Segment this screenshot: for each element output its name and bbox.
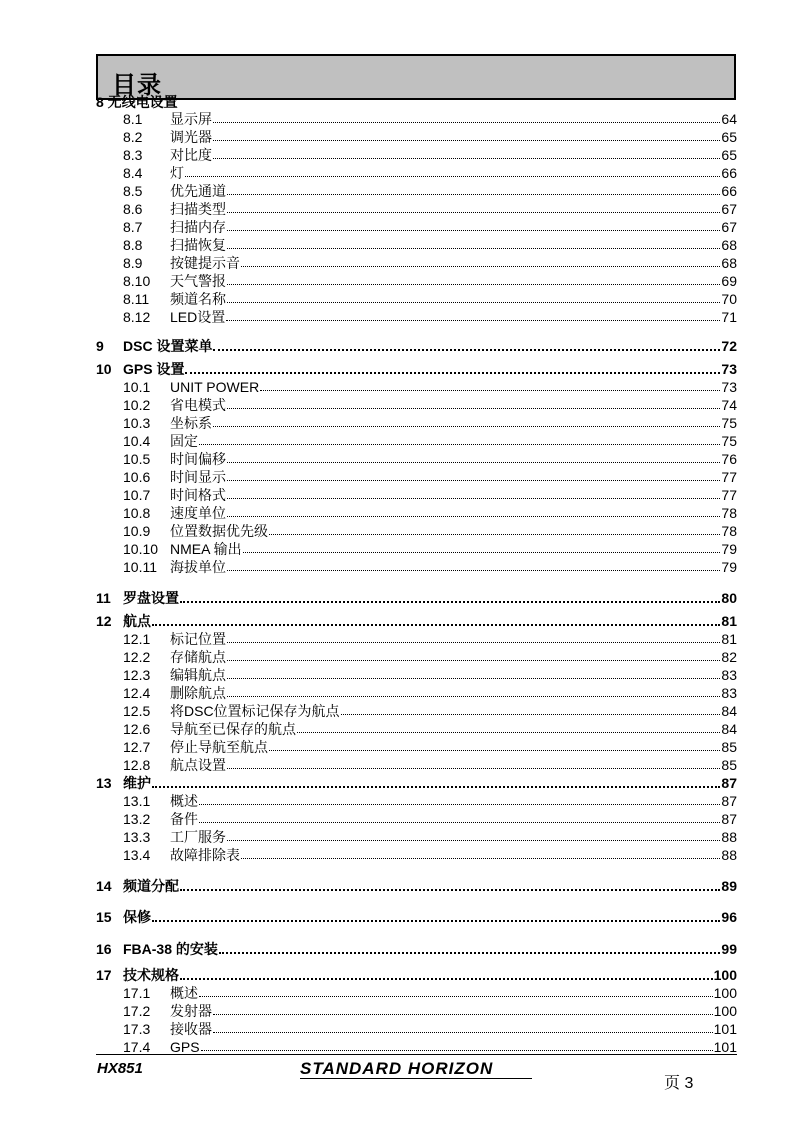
toc-leader-dots — [227, 450, 720, 463]
toc-title: UNIT POWER — [170, 379, 260, 395]
toc-page-number: 78 — [721, 523, 737, 539]
toc-number: 13.2 — [123, 811, 151, 827]
toc-leader-dots — [227, 630, 720, 643]
toc-chapter-row[interactable] — [96, 612, 737, 630]
toc-number: 12 — [96, 613, 112, 629]
toc-title: 标记位置 — [170, 631, 226, 647]
toc-leader-dots — [227, 684, 720, 697]
toc-section-row[interactable] — [96, 308, 737, 326]
toc-leader-dots — [227, 290, 720, 303]
toc-leader-dots — [227, 218, 720, 231]
toc-page-number: 96 — [721, 909, 737, 925]
toc-page-number: 77 — [721, 469, 737, 485]
toc-title: 编辑航点 — [170, 667, 226, 683]
toc-section-row[interactable] — [96, 738, 737, 756]
toc-page-number: 100 — [713, 985, 737, 1001]
toc-number: 12.5 — [123, 703, 151, 719]
toc-leader-dots — [227, 200, 720, 213]
toc-title: 停止导航至航点 — [170, 739, 268, 755]
toc-number: 11 — [96, 590, 111, 606]
toc-page-number: 81 — [721, 631, 737, 647]
toc-title: FBA-38 的安装 — [123, 941, 218, 957]
toc-number: 12.2 — [123, 649, 151, 665]
toc-page-number: 88 — [721, 829, 737, 845]
toc-page-number: 70 — [721, 291, 737, 307]
toc-number: 10.10 — [123, 541, 159, 557]
toc-leader-dots — [241, 254, 720, 267]
toc-number: 8.6 — [123, 201, 143, 217]
toc-title: 概述 — [170, 985, 198, 1001]
toc-number: 8.4 — [123, 165, 143, 181]
toc-title: 坐标系 — [170, 415, 212, 431]
toc-section-row[interactable] — [96, 414, 737, 432]
toc-page-number: 66 — [721, 165, 737, 181]
toc-page-number: 67 — [721, 201, 737, 217]
toc-leader-dots — [227, 182, 720, 195]
toc-section-row[interactable] — [96, 468, 737, 486]
toc-section-row[interactable] — [96, 684, 737, 702]
section-header — [96, 54, 736, 100]
toc-page-number: 85 — [721, 739, 737, 755]
clipped-heading-text: 8 无线电设置 — [96, 94, 178, 110]
toc-number: 17.3 — [123, 1021, 151, 1037]
toc-title: GPS — [170, 1039, 200, 1055]
toc-number: 14 — [96, 878, 112, 894]
toc-section-row[interactable] — [96, 146, 737, 164]
toc-page-number: 65 — [721, 147, 737, 163]
toc-title: 故障排除表 — [170, 847, 240, 863]
toc-page-number: 79 — [721, 559, 737, 575]
toc-section-row[interactable] — [96, 522, 737, 540]
toc-leader-dots — [213, 128, 720, 141]
toc-title: 固定 — [170, 433, 198, 449]
toc-page-number: 65 — [721, 129, 737, 145]
toc-leader-dots — [199, 792, 720, 805]
toc-section-row[interactable] — [96, 378, 737, 396]
toc-leader-dots — [241, 846, 720, 859]
toc-chapter-row[interactable] — [96, 589, 737, 607]
toc-section-row[interactable] — [96, 396, 737, 414]
toc-section-row[interactable] — [96, 432, 737, 450]
toc-page-number: 83 — [721, 685, 737, 701]
toc-section-row[interactable] — [96, 558, 737, 576]
toc-leader-dots — [213, 1020, 713, 1033]
toc-section-row[interactable] — [96, 792, 737, 810]
toc-page-number: 87 — [721, 811, 737, 827]
page-title: 目录 — [112, 71, 162, 99]
toc-leader-dots — [180, 877, 720, 891]
toc-leader-dots — [199, 432, 720, 445]
toc-section-row[interactable] — [96, 218, 737, 236]
toc-section-row[interactable] — [96, 164, 737, 182]
toc-page-number: 68 — [721, 255, 737, 271]
toc-number: 8.3 — [123, 147, 143, 163]
toc-section-row[interactable] — [96, 1038, 737, 1055]
toc-page-number: 75 — [721, 415, 737, 431]
toc-title: 灯 — [170, 165, 184, 181]
toc-title: 调光器 — [170, 129, 212, 145]
toc-number: 10.4 — [123, 433, 151, 449]
toc-number: 12.7 — [123, 739, 151, 755]
toc-title: 备件 — [170, 811, 198, 827]
toc-leader-dots — [152, 612, 720, 626]
toc-number: 10.2 — [123, 397, 151, 413]
toc-title: 位置数据优先级 — [170, 523, 268, 539]
toc-title: 按键提示音 — [170, 255, 240, 271]
toc-leader-dots — [227, 396, 720, 409]
toc-leader-dots — [219, 940, 721, 954]
toc-title: 维护 — [123, 775, 151, 791]
toc-page-number: 101 — [713, 1039, 737, 1055]
toc-number: 10 — [96, 361, 112, 377]
toc-number: 10.8 — [123, 505, 151, 521]
toc-leader-dots — [185, 164, 720, 177]
page-number: 页 3 — [664, 1075, 694, 1092]
toc-number: 10.5 — [123, 451, 151, 467]
toc-title: 优先通道 — [170, 183, 226, 199]
toc-title: 扫描内存 — [170, 219, 226, 235]
toc-leader-dots — [213, 414, 720, 427]
toc-page-number: 87 — [721, 775, 737, 791]
toc-leader-dots — [227, 558, 720, 571]
toc-section-row[interactable] — [96, 666, 737, 684]
toc-title: LED设置 — [170, 309, 226, 325]
toc-page-number: 71 — [721, 309, 737, 325]
toc-number: 9 — [96, 338, 104, 354]
toc-number: 8.12 — [123, 309, 151, 325]
footer-rule — [96, 1054, 737, 1055]
toc-leader-dots — [226, 308, 720, 321]
toc-number: 8.9 — [123, 255, 143, 271]
toc-number: 13.3 — [123, 829, 151, 845]
toc-section-row[interactable] — [96, 720, 737, 738]
toc-title: 显示屏 — [170, 111, 212, 127]
toc-page-number: 81 — [721, 613, 737, 629]
toc-section-row[interactable] — [96, 702, 737, 720]
toc-leader-dots — [227, 756, 720, 769]
toc-title: 航点 — [123, 613, 151, 629]
toc-page-number: 84 — [721, 703, 737, 719]
toc-title: 省电模式 — [170, 397, 226, 413]
toc-chapter-row[interactable] — [96, 774, 737, 792]
toc-title: 删除航点 — [170, 685, 226, 701]
toc-number: 10.11 — [123, 559, 157, 575]
toc-number: 17 — [96, 967, 112, 983]
toc-title: DSC 设置菜单 — [123, 338, 213, 354]
toc-number: 8.10 — [123, 273, 151, 289]
toc-section-row[interactable] — [96, 110, 737, 128]
toc-leader-dots — [227, 468, 720, 481]
toc-section-row[interactable] — [96, 200, 737, 218]
toc-number: 10.9 — [123, 523, 151, 539]
toc-leader-dots — [260, 378, 720, 391]
toc-page-number: 73 — [721, 361, 737, 377]
toc-section-row[interactable] — [96, 810, 737, 828]
toc-chapter-row[interactable] — [96, 877, 737, 895]
toc-number: 8.8 — [123, 237, 143, 253]
toc-title: 海拔单位 — [170, 559, 226, 575]
toc-title: 概述 — [170, 793, 198, 809]
toc-section-row[interactable] — [96, 648, 737, 666]
toc-number: 17.4 — [123, 1039, 151, 1055]
toc-page-number: 101 — [713, 1021, 737, 1037]
toc-title: 发射器 — [170, 1003, 212, 1019]
toc-title: 速度单位 — [170, 505, 226, 521]
toc-title: GPS 设置 — [123, 361, 185, 377]
toc-number: 17.2 — [123, 1003, 151, 1019]
toc-section-row[interactable] — [96, 504, 737, 522]
toc-page-number: 77 — [721, 487, 737, 503]
toc-title: 工厂服务 — [170, 829, 226, 845]
toc-page-number: 100 — [713, 967, 737, 983]
toc-number: 8.7 — [123, 219, 143, 235]
toc-leader-dots — [199, 810, 720, 823]
toc-section-row[interactable] — [96, 182, 737, 200]
toc-page-number: 66 — [721, 183, 737, 199]
toc-number: 17.1 — [123, 985, 151, 1001]
toc-page-number: 78 — [721, 505, 737, 521]
toc-number: 10.3 — [123, 415, 151, 431]
toc-section-row[interactable] — [96, 486, 737, 504]
toc-section-row[interactable] — [96, 540, 737, 558]
toc-leader-dots — [199, 984, 713, 997]
toc-section-row[interactable] — [96, 846, 737, 864]
toc-page-number: 87 — [721, 793, 737, 809]
toc-title: 时间格式 — [170, 487, 226, 503]
toc-leader-dots — [152, 774, 720, 788]
toc-number: 10.1 — [123, 379, 151, 395]
toc-leader-dots — [213, 110, 720, 123]
toc-leader-dots — [213, 1002, 713, 1015]
toc-section-row[interactable] — [96, 272, 737, 290]
toc-chapter-row[interactable] — [96, 360, 737, 378]
toc-leader-dots — [227, 504, 720, 517]
toc-leader-dots — [227, 236, 720, 249]
toc-number: 12.3 — [123, 667, 151, 683]
toc-title: 导航至已保存的航点 — [170, 721, 296, 737]
brand-logo: STANDARD HORIZON — [300, 1059, 494, 1078]
toc-title: 频道名称 — [170, 291, 226, 307]
toc-section-row[interactable] — [96, 290, 737, 308]
toc-page-number: 82 — [721, 649, 737, 665]
toc-page-number: 83 — [721, 667, 737, 683]
toc-chapter-row[interactable] — [96, 337, 737, 355]
toc-page-number: 89 — [721, 878, 737, 894]
toc-page-number: 99 — [721, 941, 737, 957]
toc-chapter-row[interactable] — [96, 940, 737, 958]
clipped-heading — [96, 94, 206, 110]
toc-page-number: 88 — [721, 847, 737, 863]
toc-chapter-row[interactable] — [96, 966, 737, 984]
toc-number: 8.11 — [123, 291, 150, 307]
toc-section-row[interactable] — [96, 236, 737, 254]
toc-page-number: 85 — [721, 757, 737, 773]
toc-leader-dots — [297, 720, 720, 733]
toc-page-number: 68 — [721, 237, 737, 253]
toc-title: 扫描恢复 — [170, 237, 226, 253]
toc-leader-dots — [243, 540, 721, 553]
toc-leader-dots — [201, 1038, 713, 1051]
toc-leader-dots — [213, 146, 720, 159]
toc-section-row[interactable] — [96, 450, 737, 468]
toc-section-row[interactable] — [96, 128, 737, 146]
toc-leader-dots — [227, 486, 720, 499]
toc-number: 13 — [96, 775, 112, 791]
toc-number: 13.4 — [123, 847, 151, 863]
toc-page-number: 80 — [721, 590, 737, 606]
toc-leader-dots — [227, 648, 720, 661]
toc-page-number: 74 — [721, 397, 737, 413]
toc-number: 12.6 — [123, 721, 151, 737]
toc-title: 频道分配 — [123, 878, 179, 894]
toc-section-row[interactable] — [96, 254, 737, 272]
toc-leader-dots — [213, 337, 720, 351]
toc-number: 10.6 — [123, 469, 151, 485]
toc-number: 8.5 — [123, 183, 143, 199]
toc-title: 对比度 — [170, 147, 212, 163]
toc-leader-dots — [185, 360, 720, 374]
toc-section-row[interactable] — [96, 756, 737, 774]
toc-leader-dots — [341, 702, 721, 715]
toc-title: 罗盘设置 — [123, 590, 179, 606]
toc-number: 8.1 — [123, 111, 143, 127]
toc-leader-dots — [227, 828, 720, 841]
toc-page-number: 72 — [721, 338, 737, 354]
toc-leader-dots — [269, 738, 720, 751]
toc-section-row[interactable] — [96, 630, 737, 648]
toc-number: 12.8 — [123, 757, 151, 773]
toc-number: 12.1 — [123, 631, 151, 647]
toc-title: 时间显示 — [170, 469, 226, 485]
toc-title: 将DSC位置标记保存为航点 — [170, 703, 340, 719]
toc-number: 8.2 — [123, 129, 143, 145]
toc-page-number: 100 — [713, 1003, 737, 1019]
toc-title: 保修 — [123, 909, 151, 925]
toc-title: NMEA 输出 — [170, 541, 242, 557]
toc-number: 10.7 — [123, 487, 151, 503]
toc-leader-dots — [227, 666, 720, 679]
toc-leader-dots — [152, 908, 720, 922]
toc-page-number: 67 — [721, 219, 737, 235]
toc-chapter-row[interactable] — [96, 908, 737, 926]
model-name: HX851 — [97, 1060, 143, 1077]
toc-section-row[interactable] — [96, 984, 737, 1002]
toc-title: 扫描类型 — [170, 201, 226, 217]
toc-title: 时间偏移 — [170, 451, 226, 467]
toc-leader-dots — [227, 272, 720, 285]
toc-page-number: 79 — [721, 541, 737, 557]
toc-number: 13.1 — [123, 793, 151, 809]
toc-title: 存储航点 — [170, 649, 226, 665]
toc-section-row[interactable] — [96, 1002, 737, 1020]
toc-leader-dots — [269, 522, 720, 535]
toc-page-number: 64 — [721, 111, 737, 127]
toc-section-row[interactable] — [96, 828, 737, 846]
toc-number: 16 — [96, 941, 112, 957]
toc-number: 15 — [96, 909, 112, 925]
toc-title: 技术规格 — [123, 967, 179, 983]
toc-page-number: 76 — [721, 451, 737, 467]
toc-title: 接收器 — [170, 1021, 212, 1037]
toc-page-number: 75 — [721, 433, 737, 449]
toc-number: 12.4 — [123, 685, 151, 701]
toc-title: 航点设置 — [170, 757, 226, 773]
toc-page-number: 84 — [721, 721, 737, 737]
toc-page-number: 69 — [721, 273, 737, 289]
toc-section-row[interactable] — [96, 1020, 737, 1038]
toc-leader-dots — [180, 966, 713, 980]
brand-underline — [300, 1078, 532, 1079]
toc-page-number: 73 — [721, 379, 737, 395]
toc-title: 天气警报 — [170, 273, 226, 289]
toc-leader-dots — [180, 589, 720, 603]
